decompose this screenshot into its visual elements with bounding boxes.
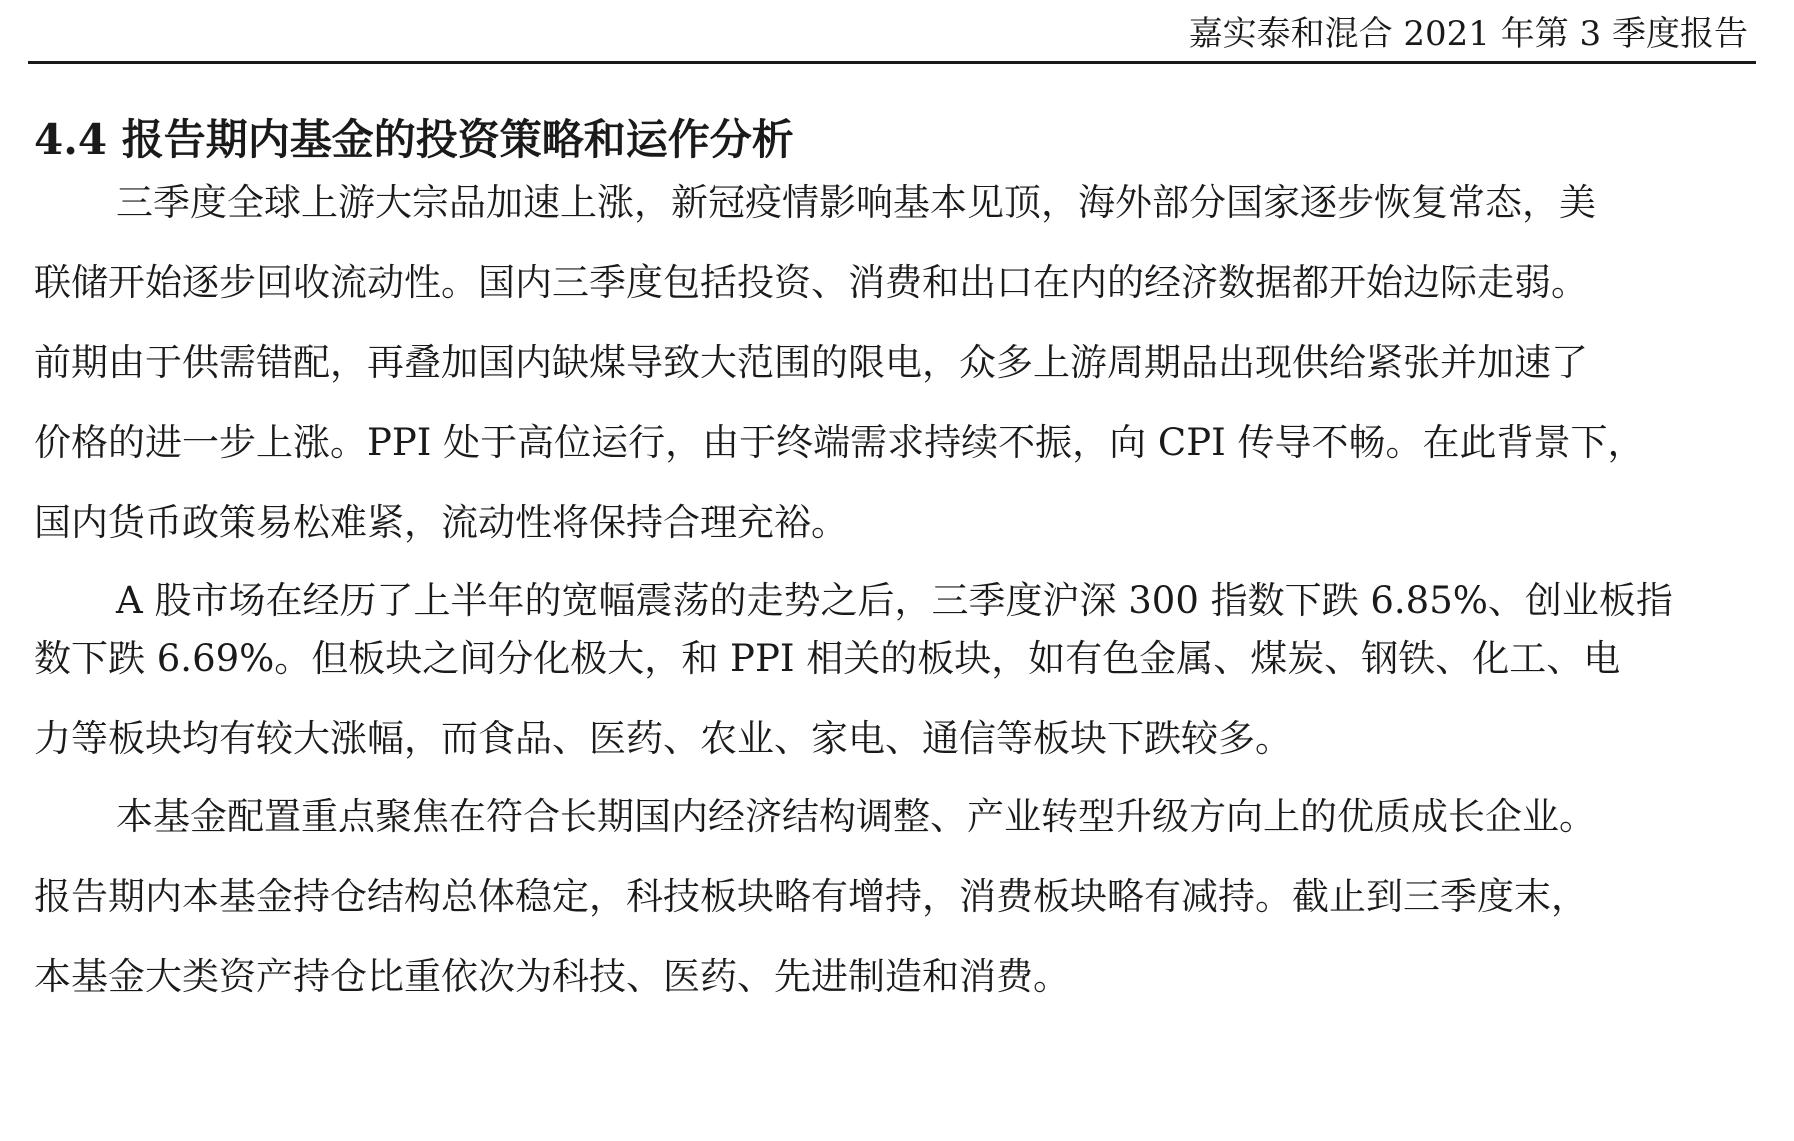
section-heading: 4.4 报告期内基金的投资策略和运作分析 xyxy=(34,115,794,164)
report-title: 嘉实泰和混合 2021 年第 3 季度报告 xyxy=(1188,14,1748,54)
paragraph-line: 报告期内本基金持仓结构总体稳定，科技板块略有增持，消费板块略有减持。截止到三季度末， xyxy=(34,875,1588,918)
paragraph-line: 本基金配置重点聚焦在符合长期国内经济结构调整、产业转型升级方向上的优质成长企业。 xyxy=(116,795,1596,838)
paragraph-line: 联储开始逐步回收流动性。国内三季度包括投资、消费和出口在内的经济数据都开始边际走弱。 xyxy=(34,261,1588,304)
paragraph-line: 前期由于供需错配，再叠加国内缺煤导致大范围的限电，众多上游周期品出现供给紧张并加速了 xyxy=(34,341,1588,384)
paragraph-line: 本基金大类资产持仓比重依次为科技、医药、先进制造和消费。 xyxy=(34,955,1070,998)
paragraph-line: A 股市场在经历了上半年的宽幅震荡的走势之后，三季度沪深 300 指数下跌 6.85%、创业板指 xyxy=(116,579,1673,622)
page-header xyxy=(28,0,1756,64)
paragraph-line: 三季度全球上游大宗品加速上涨，新冠疫情影响基本见顶，海外部分国家逐步恢复常态，美 xyxy=(116,181,1596,224)
paragraph-line: 数下跌 6.69%。但板块之间分化极大，和 PPI 相关的板块，如有色金属、煤炭、钢铁、化工、电 xyxy=(34,637,1621,680)
paragraph-line: 力等板块均有较大涨幅，而食品、医药、农业、家电、通信等板块下跌较多。 xyxy=(34,717,1292,760)
paragraph-line: 价格的进一步上涨。PPI 处于高位运行，由于终端需求持续不振，向 CPI 传导不畅。在此背景下， xyxy=(34,421,1645,464)
paragraph-line: 国内货币政策易松难紧，流动性将保持合理充裕。 xyxy=(34,501,848,544)
